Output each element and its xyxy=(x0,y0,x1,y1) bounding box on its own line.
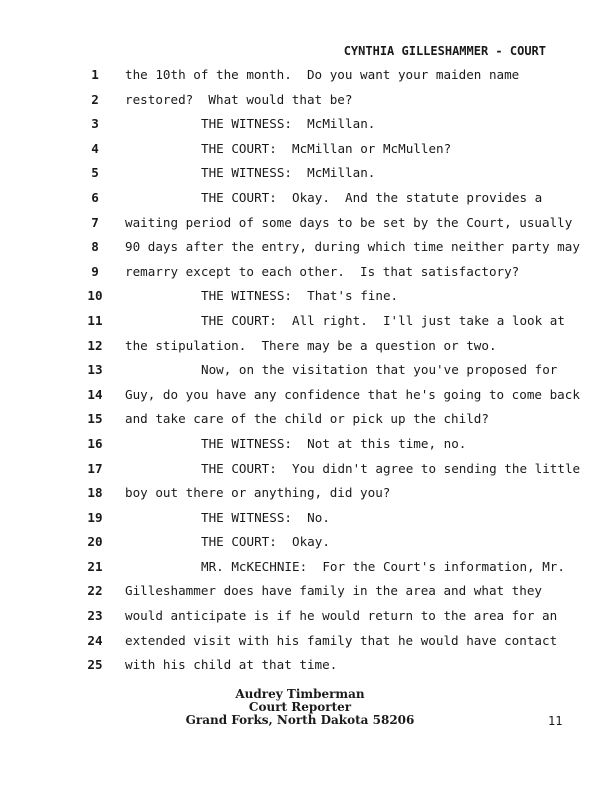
line-number: 18 xyxy=(87,485,103,501)
line-number: 9 xyxy=(91,263,99,279)
line-number: 3 xyxy=(91,116,99,132)
line-text: THE WITNESS: No. xyxy=(201,509,330,525)
line-number: 23 xyxy=(87,608,103,624)
line-number: 2 xyxy=(91,91,99,107)
line-text: THE COURT: Okay. xyxy=(201,534,330,550)
line-number: 22 xyxy=(87,583,103,599)
line-text: restored? What would that be? xyxy=(125,91,353,107)
transcript-line xyxy=(0,216,612,241)
line-text: THE COURT: McMillan or McMullen? xyxy=(201,140,452,156)
line-number: 10 xyxy=(87,288,103,304)
line-number: 15 xyxy=(87,411,103,427)
line-number: 4 xyxy=(91,140,99,156)
reporter-role: Court Reporter xyxy=(248,700,352,714)
line-text: MR. McKECHNIE: For the Court's information, Mr. xyxy=(201,558,565,574)
line-text: THE WITNESS: McMillan. xyxy=(201,165,376,181)
transcript-line xyxy=(0,240,612,265)
transcript-line xyxy=(0,388,612,413)
line-text: Now, on the visitation that you've proposed for xyxy=(201,362,558,378)
transcript-line xyxy=(0,658,612,683)
line-number: 17 xyxy=(87,460,103,476)
line-text: the 10th of the month. Do you want your maiden name xyxy=(125,67,520,82)
transcript-line xyxy=(0,363,612,388)
line-number: 14 xyxy=(87,386,103,402)
transcript-line xyxy=(0,191,612,216)
line-number: 6 xyxy=(91,189,99,205)
transcript-line xyxy=(0,117,612,142)
transcript-line xyxy=(0,289,612,314)
transcript-line xyxy=(0,609,612,634)
transcript-line xyxy=(0,634,612,659)
transcript-line xyxy=(0,339,612,364)
transcript-line xyxy=(0,511,612,536)
transcript-line xyxy=(0,584,612,609)
transcript-line xyxy=(0,265,612,290)
line-text: Guy, do you have any confidence that he's going to come back xyxy=(125,386,580,402)
transcript-lines xyxy=(0,68,612,683)
transcript-line xyxy=(0,462,612,487)
line-text: would anticipate is if he would return to the area for an xyxy=(125,608,558,624)
reporter-location: Grand Forks, North Dakota 58206 xyxy=(185,713,415,727)
line-text: THE COURT: All right. I'll just take a look at xyxy=(201,312,565,328)
line-text: extended visit with his family that he would have contact xyxy=(125,632,558,648)
transcript-line xyxy=(0,314,612,339)
line-text: the stipulation. There may be a question or two. xyxy=(125,337,497,353)
line-number: 13 xyxy=(87,362,103,378)
line-text: THE WITNESS: McMillan. xyxy=(201,116,376,132)
line-number: 21 xyxy=(87,558,103,574)
line-number: 12 xyxy=(87,337,103,353)
line-number: 5 xyxy=(91,165,99,181)
line-text: waiting period of some days to be set by the Court, usually xyxy=(125,214,573,230)
reporter-name: Audrey Timberman xyxy=(235,687,365,701)
line-number: 8 xyxy=(91,239,99,255)
transcript-line xyxy=(0,412,612,437)
line-text: THE COURT: Okay. And the statute provides a xyxy=(201,189,543,205)
line-text: Gilleshammer does have family in the area and what they xyxy=(125,583,543,599)
line-text: and take care of the child or pick up the child? xyxy=(125,411,489,427)
transcript-line xyxy=(0,166,612,191)
line-number: 11 xyxy=(87,312,103,328)
reporter-footer xyxy=(0,688,612,727)
line-number: 25 xyxy=(87,657,103,673)
page-number: 11 xyxy=(548,714,563,728)
transcript-line xyxy=(0,142,612,167)
line-number: 20 xyxy=(87,534,103,550)
transcript-line xyxy=(0,93,612,118)
line-text: THE WITNESS: Not at this time, no. xyxy=(201,435,467,451)
line-text: with his child at that time. xyxy=(125,657,338,673)
line-text: remarry except to each other. Is that satisfactory? xyxy=(125,263,520,279)
line-number: 19 xyxy=(87,509,103,525)
transcript-line xyxy=(0,535,612,560)
line-number: 7 xyxy=(91,214,99,230)
line-text: 90 days after the entry, during which time neither party may xyxy=(125,239,580,255)
line-text: boy out there or anything, did you? xyxy=(125,485,391,501)
page-header: CYNTHIA GILLESHAMMER - COURT xyxy=(343,44,546,58)
line-number: 24 xyxy=(87,632,103,648)
line-number: 16 xyxy=(87,435,103,451)
line-text: THE WITNESS: That's fine. xyxy=(201,288,399,304)
line-text: THE COURT: You didn't agree to sending the little xyxy=(201,460,581,476)
transcript-line xyxy=(0,560,612,585)
line-number: 1 xyxy=(91,67,99,82)
transcript-line xyxy=(0,437,612,462)
transcript-line xyxy=(0,486,612,511)
transcript-line xyxy=(0,68,612,93)
